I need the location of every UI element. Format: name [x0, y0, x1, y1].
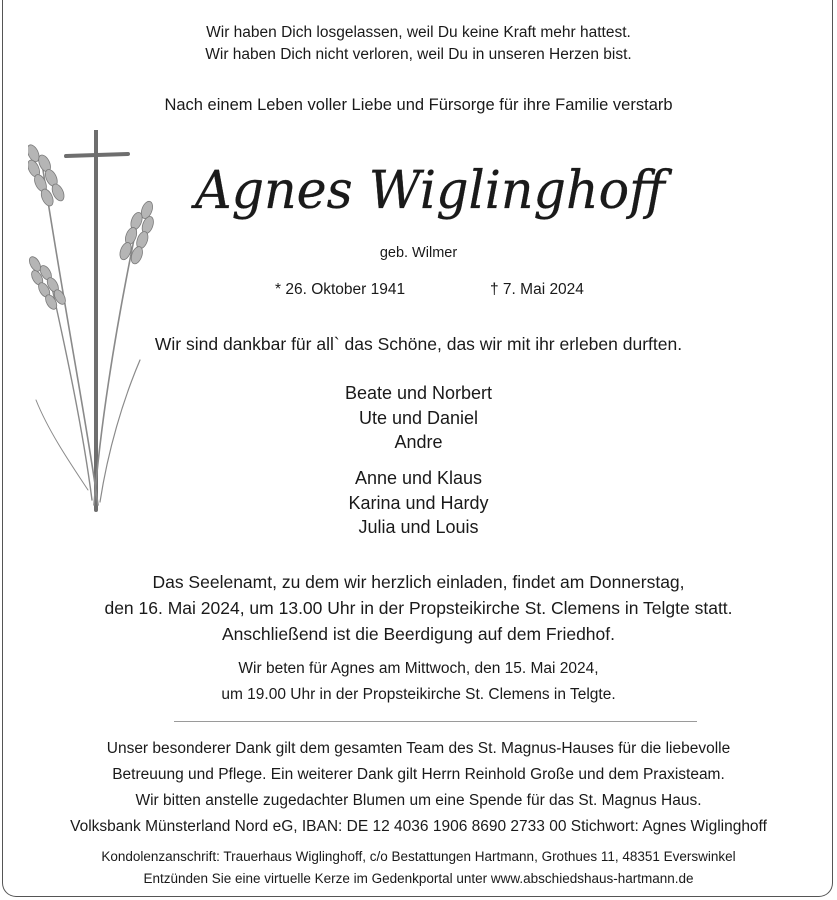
- family-group-2: [0, 466, 837, 540]
- verse: [0, 22, 837, 66]
- thanks-text: [0, 736, 837, 788]
- prayer-line-2: um 19.00 Uhr in der Propsteikirche St. Clemens in Telgte.: [221, 686, 616, 703]
- family-member: Ute und Daniel: [358, 407, 479, 428]
- birth-date: * 26. Oktober 1941: [275, 281, 406, 298]
- donation-line-1: Wir bitten anstelle zugedachter Blumen um eine Spende für das St. Magnus Haus.: [135, 792, 702, 809]
- service-line-2: den 16. Mai 2024, um 13.00 Uhr in der Propsteikirche St. Clemens in Telgte statt.: [104, 598, 733, 618]
- contact-line-2: Entzünden Sie eine virtuelle Kerze im Gedenkportal unter www.abschiedshaus-hartmann.de: [143, 871, 694, 886]
- wheat-cross-illustration: [28, 130, 158, 520]
- service-line-1: Das Seelenamt, zu dem wir herzlich einladen, findet am Donnerstag,: [152, 572, 685, 592]
- service-info: [0, 569, 837, 647]
- stalk-right: [94, 220, 138, 505]
- cross-horizontal: [66, 154, 128, 156]
- prayer-info: [0, 656, 837, 708]
- deceased-name: [170, 150, 690, 245]
- gratitude-text: Wir sind dankbar für all` das Schöne, das wir mit ihr erleben durften.: [154, 334, 683, 354]
- wheat-ear-left: [28, 140, 66, 207]
- service-line-3: Anschließend ist die Beerdigung auf dem Friedhof.: [221, 624, 615, 644]
- deceased-name-text: Agnes Wiglinghoff: [191, 161, 673, 221]
- family-member: Beate und Norbert: [344, 383, 493, 403]
- prayer-line-1: Wir beten für Agnes am Mittwoch, den 15. Mai 2024,: [238, 660, 599, 677]
- maiden-name: geb. Wilmer: [379, 245, 458, 261]
- death-date: † 7. Mai 2024: [490, 281, 584, 298]
- contact-info: [0, 846, 837, 890]
- family-member: Andre: [394, 432, 443, 452]
- family-group-1: [0, 381, 837, 455]
- thanks-line-2: Betreuung und Pflege. Ein weiterer Dank gilt Herrn Reinhold Große und dem Praxisteam.: [112, 766, 725, 783]
- family-member: Julia und Louis: [358, 517, 479, 537]
- separator-line: [174, 721, 697, 722]
- donation-text: [0, 788, 837, 840]
- verse-line-1: Wir haben Dich losgelassen, weil Du keine Kraft mehr hattest.: [206, 24, 631, 41]
- intro-text: Nach einem Leben voller Liebe und Fürsorge für ihre Familie verstarb: [164, 96, 673, 114]
- donation-line-2: Volksbank Münsterland Nord eG, IBAN: DE 12 4036 1906 8690 2733 00 Stichwort: Agnes Wiglinghoff: [70, 818, 767, 835]
- family-member: Anne und Klaus: [354, 468, 483, 488]
- thanks-line-1: Unser besonderer Dank gilt dem gesamten Team des St. Magnus-Hauses für die liebevolle: [106, 740, 731, 757]
- family-member: Karina und Hardy: [348, 492, 489, 513]
- contact-line-1: Kondolenzanschrift: Trauerhaus Wiglinghoff, c/o Bestattungen Hartmann, Grothues 11, 48351 Everswinkel: [101, 849, 736, 864]
- verse-line-2: Wir haben Dich nicht verloren, weil Du in unseren Herzen bist.: [205, 46, 632, 63]
